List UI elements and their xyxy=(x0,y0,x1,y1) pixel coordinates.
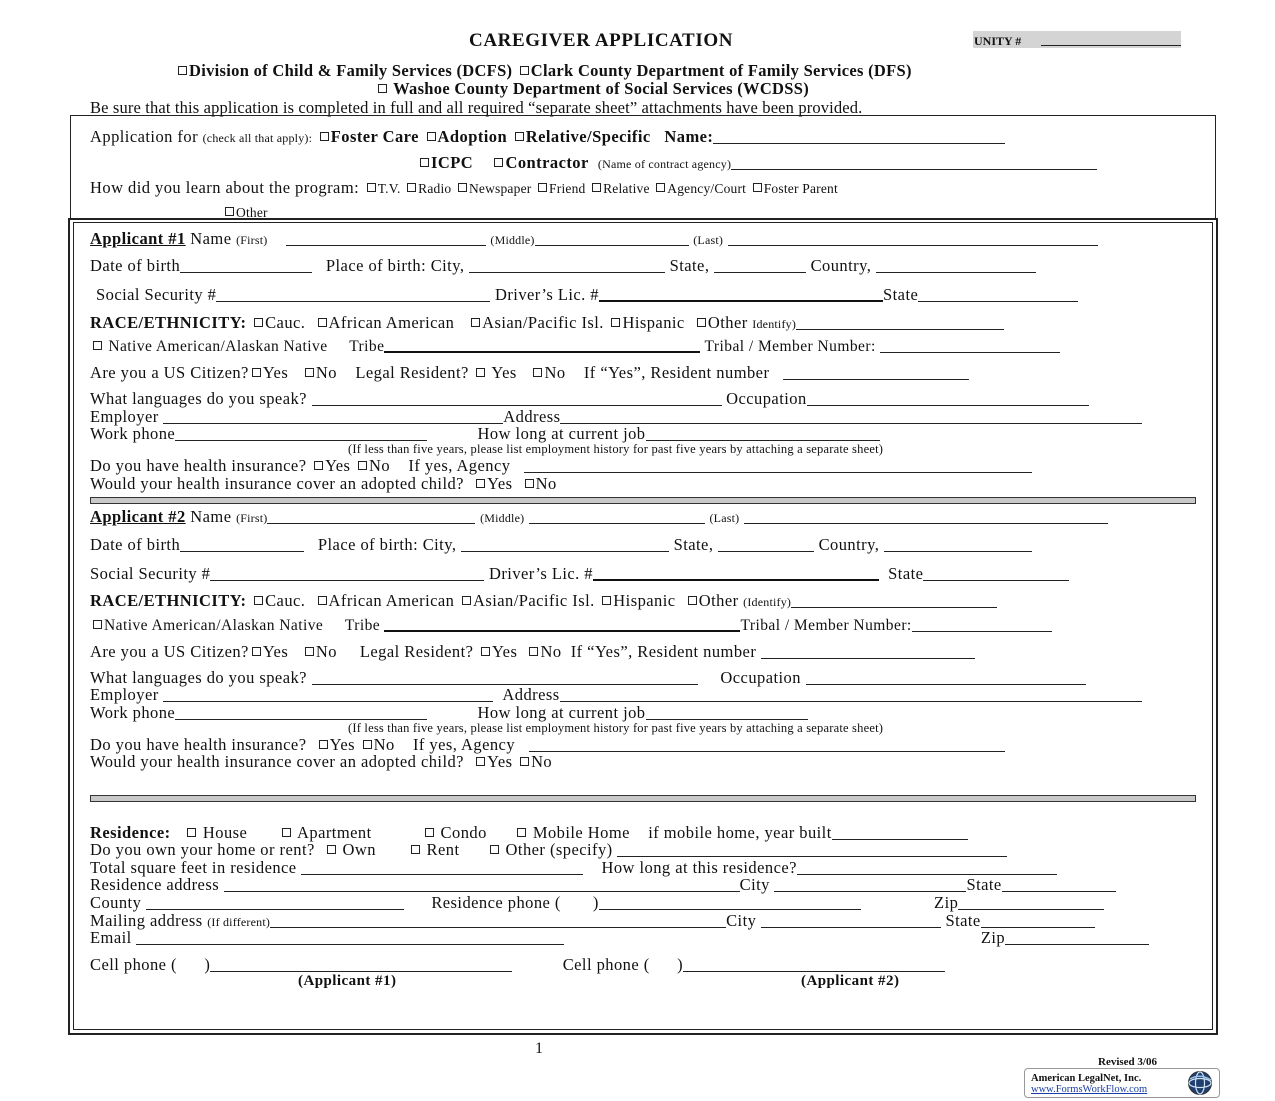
residence-own-row xyxy=(90,840,1007,859)
app1-dl-label: Driver’s Lic. # xyxy=(494,285,600,304)
app2-first-name-field[interactable] xyxy=(267,510,475,524)
adoption-label: Adoption xyxy=(437,127,508,146)
app1-birth-state-field[interactable] xyxy=(714,259,806,273)
app1-first-name-field[interactable] xyxy=(286,232,486,246)
app2-health-yes-label: Yes xyxy=(329,735,355,754)
app2-health-yes-checkbox[interactable] xyxy=(319,740,328,749)
app1-native-label: Native American/Alaskan Native xyxy=(108,338,328,355)
app2-tribal-label: Tribal / Member Number: xyxy=(740,617,912,634)
checkbox-wcdss[interactable] xyxy=(378,84,387,93)
app2-checkbox-hispanic[interactable] xyxy=(602,596,611,605)
relative-specific-label: Relative/Specific xyxy=(525,127,651,146)
app2-birth-row xyxy=(90,535,1032,554)
checkbox-dfs[interactable] xyxy=(520,66,529,75)
mailing-address-field[interactable] xyxy=(270,914,726,928)
friend-label: Friend xyxy=(549,181,586,196)
mailing-ifdiff-label: (If different) xyxy=(207,915,271,929)
other-specify-label: Other (specify) xyxy=(505,840,613,859)
application-for-label: Application for xyxy=(90,127,199,146)
app1-tribe-label: Tribe xyxy=(349,338,385,355)
app1-cover-no-checkbox[interactable] xyxy=(525,479,534,488)
globe-logo-icon xyxy=(1183,1070,1217,1101)
app2-cover-no-checkbox[interactable] xyxy=(520,757,529,766)
contractor-label: Contractor xyxy=(505,153,589,172)
app1-agency-label: If yes, Agency xyxy=(408,456,511,475)
email-label: Email xyxy=(90,928,132,947)
app2-employer-row xyxy=(90,685,1142,704)
app1-agency-field[interactable] xyxy=(524,459,1032,473)
county-field[interactable] xyxy=(146,896,404,910)
contractor-hint: (Name of contract agency) xyxy=(597,157,732,171)
app2-tribe-label: Tribe xyxy=(344,617,381,634)
app2-howlong-label: How long at current job xyxy=(477,703,646,722)
app2-cover-label: Would your health insurance cover an adopted child? xyxy=(90,752,464,771)
app2-id-row xyxy=(90,564,1069,583)
residence-state-field[interactable] xyxy=(1002,878,1116,892)
agency-row-2 xyxy=(375,79,809,98)
app1-checkbox-african[interactable] xyxy=(318,318,327,327)
app1-workphone-label: Work phone xyxy=(90,424,176,443)
app2-last-label: (Last) xyxy=(709,511,740,525)
mailing-city-field[interactable] xyxy=(761,914,941,928)
app1-legal-no-checkbox[interactable] xyxy=(533,368,542,377)
app1-country-label: Country, xyxy=(810,256,872,275)
app1-dob-label: Date of birth xyxy=(90,256,181,275)
apartment-label: Apartment xyxy=(297,823,372,842)
own-rent-label: Do you own your home or rent? xyxy=(90,840,315,859)
house-label: House xyxy=(202,823,248,842)
app2-resident-label: If “Yes”, Resident number xyxy=(570,642,757,661)
app1-birth-row xyxy=(90,256,1036,275)
app1-checkbox-asian[interactable] xyxy=(471,318,480,327)
app1-race-row xyxy=(90,313,1004,334)
app1-native-row xyxy=(90,337,1060,356)
app2-native-row xyxy=(90,616,1052,635)
app1-address-field[interactable] xyxy=(560,410,1142,424)
app2-name-row xyxy=(90,507,1108,528)
app1-name-label: Name xyxy=(190,229,232,248)
app2-dob-field[interactable] xyxy=(180,538,304,552)
app1-dl-field[interactable] xyxy=(599,287,883,302)
icpc-label: ICPC xyxy=(431,153,474,172)
app1-employment-note: (If less than five years, please list employment history for past five years by attaching a separate sheet) xyxy=(348,442,884,456)
app2-dl-field[interactable] xyxy=(593,566,879,581)
company-name: American LegalNet, Inc. xyxy=(1031,1073,1142,1084)
rent-label: Rent xyxy=(426,840,460,859)
residence-city-field[interactable] xyxy=(774,878,966,892)
app1-identify-field[interactable] xyxy=(796,316,1004,330)
app2-race-label: RACE/ETHNICITY: xyxy=(90,591,247,610)
app1-citizen-yes-label: Yes xyxy=(262,363,289,382)
app2-hispanic-label: Hispanic xyxy=(613,591,676,610)
app1-asian-label: Asian/Pacific Isl. xyxy=(482,313,604,332)
cell2-label: Cell phone ( xyxy=(562,955,650,974)
residence-address-label: Residence address xyxy=(90,875,220,894)
app2-middle-label: (Middle) xyxy=(480,511,525,525)
app1-middle-label: (Middle) xyxy=(490,233,535,247)
cell2-applicant-label: (Applicant #2) xyxy=(801,973,900,989)
app2-citizen-no-checkbox[interactable] xyxy=(305,647,314,656)
residence-address-field[interactable] xyxy=(224,878,740,892)
app2-identify-label: (Identify) xyxy=(743,595,792,609)
checkbox-newspaper[interactable] xyxy=(458,183,467,192)
app2-legal-label: Legal Resident? xyxy=(359,642,474,661)
app2-native-label: Native American/Alaskan Native xyxy=(104,617,324,634)
checkbox-adoption[interactable] xyxy=(427,132,436,141)
app2-first-label: (First) xyxy=(236,511,268,525)
app1-tribal-label: Tribal / Member Number: xyxy=(704,338,876,355)
app1-hispanic-label: Hispanic xyxy=(622,313,685,332)
mailing-city-label: City xyxy=(726,911,757,930)
app2-checkbox-other[interactable] xyxy=(688,596,697,605)
residence-zip-label: Zip xyxy=(934,893,959,912)
app2-tribe-field[interactable] xyxy=(384,617,740,632)
checkbox-agency-court[interactable] xyxy=(656,183,665,192)
app2-legal-no-label: No xyxy=(540,642,562,661)
app2-other-label: Other xyxy=(698,591,739,610)
app1-city-field[interactable] xyxy=(469,259,665,273)
app1-african-label: African American xyxy=(328,313,455,332)
cell1-label: Cell phone ( xyxy=(90,955,177,974)
instruction-text: Be sure that this application is completed in full and all required “separate sheet” attachments have been provided. xyxy=(90,98,863,117)
residence-state-label: State xyxy=(966,875,1002,894)
mailing-zip-field[interactable] xyxy=(1005,931,1149,945)
agency-dcfs-label: Division of Child & Family Services (DCFS) xyxy=(189,61,513,80)
app1-resident-field[interactable] xyxy=(783,366,969,380)
cell2-field[interactable] xyxy=(683,958,945,972)
app1-languages-label: What languages do you speak? xyxy=(90,389,307,408)
app1-identify-label: Identify) xyxy=(752,317,797,331)
app2-citizen-yes-label: Yes xyxy=(262,642,289,661)
app2-country-label: Country, xyxy=(818,535,880,554)
other-specify-field[interactable] xyxy=(617,843,1007,857)
tv-label: T.V. xyxy=(377,181,401,196)
app1-health-row xyxy=(90,456,1032,475)
app1-pob-label: Place of birth: City, xyxy=(325,256,465,275)
app1-citizen-row xyxy=(90,363,969,382)
checkbox-radio[interactable] xyxy=(407,183,416,192)
app1-checkbox-hispanic[interactable] xyxy=(611,318,620,327)
app1-cauc-label: Cauc. xyxy=(265,313,306,332)
app1-resident-label: If “Yes”, Resident number xyxy=(583,363,770,382)
app2-middle-name-field[interactable] xyxy=(529,510,705,524)
app1-health-yes-checkbox[interactable] xyxy=(314,461,323,470)
app2-employer-label: Employer xyxy=(90,685,159,704)
app1-citizen-yes-checkbox[interactable] xyxy=(252,368,261,377)
unity-field[interactable] xyxy=(973,31,1181,48)
app1-language-row xyxy=(90,389,1089,408)
app1-legal-yes-checkbox[interactable] xyxy=(476,368,485,377)
learn-other-label: Other xyxy=(236,205,268,220)
app1-cover-yes-label: Yes xyxy=(487,474,513,493)
app2-cauc-label: Cauc. xyxy=(265,591,306,610)
app1-dob-field[interactable] xyxy=(180,259,312,273)
app1-last-name-field[interactable] xyxy=(728,232,1098,246)
app1-checkbox-cauc[interactable] xyxy=(254,318,263,327)
checkbox-tv[interactable] xyxy=(367,183,376,192)
app1-citizen-label: Are you a US Citizen? xyxy=(90,363,249,382)
app2-health-no-label: No xyxy=(373,735,395,754)
app2-workphone-field[interactable] xyxy=(175,706,427,720)
county-label: County xyxy=(90,893,142,912)
applicant2-heading: Applicant #2 xyxy=(90,507,186,526)
app2-race-row xyxy=(90,591,997,612)
section-divider-2 xyxy=(90,795,1196,802)
mailing-label: Mailing address xyxy=(90,911,203,930)
residence-county-row: County Residence phone ( ) Zip xyxy=(90,893,1104,912)
app2-cover-yes-label: Yes xyxy=(487,752,513,771)
checkbox-foster-parent[interactable] xyxy=(753,183,762,192)
icpc-row xyxy=(417,153,1097,174)
app1-state-label: State, xyxy=(669,256,710,275)
checkbox-contractor[interactable] xyxy=(494,158,503,167)
app1-languages-field[interactable] xyxy=(312,392,722,406)
checkbox-own[interactable] xyxy=(327,845,336,854)
app2-african-label: African American xyxy=(328,591,455,610)
app2-citizen-row xyxy=(90,642,975,661)
name-field[interactable] xyxy=(713,130,1005,144)
checkbox-relative[interactable] xyxy=(592,183,601,192)
foster-parent-label: Foster Parent xyxy=(763,181,838,196)
app2-checkbox-asian[interactable] xyxy=(462,596,471,605)
form-title: CAREGIVER APPLICATION xyxy=(469,30,734,51)
app1-occupation-label: Occupation xyxy=(726,389,807,408)
mobile-year-label: if mobile home, year built xyxy=(648,823,832,842)
app2-state-label: State, xyxy=(673,535,714,554)
foster-care-label: Foster Care xyxy=(330,127,419,146)
app1-address-label: Address xyxy=(503,407,561,426)
app2-checkbox-african[interactable] xyxy=(318,596,327,605)
unity-label: UNITY # xyxy=(974,34,1022,48)
application-for-hint: (check all that apply): xyxy=(202,131,313,145)
app1-cover-yes-checkbox[interactable] xyxy=(476,479,485,488)
cell1-applicant-label: (Applicant #1) xyxy=(298,973,397,989)
checkbox-condo[interactable] xyxy=(425,828,434,837)
agency-row-1 xyxy=(175,61,912,80)
residence-howlong-field[interactable] xyxy=(797,861,1057,875)
app2-agency-label: If yes, Agency xyxy=(412,735,516,754)
residence-zip-field[interactable] xyxy=(958,896,1104,910)
app1-cover-label: Would your health insurance cover an adopted child? xyxy=(90,474,464,493)
app2-citizen-no-label: No xyxy=(315,642,337,661)
agency-court-label: Agency/Court xyxy=(667,181,747,196)
cell1-field[interactable] xyxy=(210,958,512,972)
app1-id-row xyxy=(96,285,1078,304)
app2-howlong-field[interactable] xyxy=(646,706,808,720)
app2-address-field[interactable] xyxy=(560,688,1142,702)
own-label: Own xyxy=(342,840,376,859)
revised-date: Revised 3/06 xyxy=(1098,1056,1157,1068)
app1-citizen-no-checkbox[interactable] xyxy=(305,368,314,377)
app2-legal-yes-label: Yes xyxy=(491,642,518,661)
app1-health-label: Do you have health insurance? xyxy=(90,456,307,475)
app1-checkbox-native[interactable] xyxy=(93,341,102,350)
app2-resident-field[interactable] xyxy=(761,645,975,659)
app1-occupation-field[interactable] xyxy=(807,392,1089,406)
app2-employer-field[interactable] xyxy=(163,688,493,702)
learn-other-field[interactable] xyxy=(271,205,1143,219)
app2-citizen-yes-checkbox[interactable] xyxy=(252,647,261,656)
app1-cover-no-label: No xyxy=(535,474,557,493)
email-field[interactable] xyxy=(136,931,564,945)
application-for-row xyxy=(90,127,1005,148)
app2-dl-label: Driver’s Lic. # xyxy=(488,564,594,583)
checkbox-friend[interactable] xyxy=(538,183,547,192)
app2-workphone-label: Work phone xyxy=(90,703,176,722)
app2-legal-no-checkbox[interactable] xyxy=(529,647,538,656)
mailing-zip-label: Zip xyxy=(980,928,1006,947)
residence-city-label: City xyxy=(739,875,770,894)
radio-label: Radio xyxy=(418,181,452,196)
app1-other-label: Other xyxy=(707,313,748,332)
app1-citizen-no-label: No xyxy=(315,363,337,382)
residence-phone-label: Residence phone ( xyxy=(431,893,561,912)
checkbox-house[interactable] xyxy=(187,828,196,837)
mobile-home-label: Mobile Home xyxy=(532,823,630,842)
checkbox-other-residence[interactable] xyxy=(490,845,499,854)
residence-address-row xyxy=(90,875,1116,894)
app1-ssn-field[interactable] xyxy=(216,288,490,302)
mailing-state-field[interactable] xyxy=(981,914,1095,928)
agency-wcdss-label: Washoe County Department of Social Services (WCDSS) xyxy=(393,79,810,98)
app1-legal-no-label: No xyxy=(544,363,566,382)
agency-dfs-label: Clark County Department of Family Services (DFS) xyxy=(530,61,912,80)
name-label: Name: xyxy=(664,127,714,146)
newspaper-label: Newspaper xyxy=(468,181,532,196)
app1-workphone-field[interactable] xyxy=(175,427,427,441)
app2-checkbox-cauc[interactable] xyxy=(254,596,263,605)
app2-dl-state-field[interactable] xyxy=(923,567,1069,581)
app1-name-row xyxy=(90,229,1098,250)
contract-agency-field[interactable] xyxy=(731,156,1097,170)
app2-occupation-label: Occupation xyxy=(720,668,801,687)
app1-howlong-field[interactable] xyxy=(646,427,880,441)
checkbox-learn-other[interactable] xyxy=(225,207,234,216)
app2-occupation-field[interactable] xyxy=(806,671,1086,685)
app2-agency-field[interactable] xyxy=(529,738,1005,752)
applicant1-heading: Applicant #1 xyxy=(90,229,186,248)
mailing-state-label: State xyxy=(945,911,981,930)
page-number: 1 xyxy=(535,1040,543,1057)
app2-checkbox-native[interactable] xyxy=(93,620,102,629)
checkbox-icpc[interactable] xyxy=(420,158,429,167)
company-url[interactable]: www.FormsWorkFlow.com xyxy=(1031,1084,1148,1095)
app2-legal-yes-checkbox[interactable] xyxy=(481,647,490,656)
app1-health-no-checkbox[interactable] xyxy=(358,461,367,470)
learn-row xyxy=(90,178,838,198)
checkbox-apartment[interactable] xyxy=(282,828,291,837)
app1-middle-name-field[interactable] xyxy=(535,232,689,246)
checkbox-dcfs[interactable] xyxy=(178,66,187,75)
sqft-field[interactable] xyxy=(301,861,583,875)
app1-dl-state-label: State xyxy=(883,285,919,304)
app1-checkbox-other[interactable] xyxy=(697,318,706,327)
app2-country-field[interactable] xyxy=(884,538,1032,552)
app2-identify-field[interactable] xyxy=(791,594,997,608)
condo-label: Condo xyxy=(440,823,487,842)
app1-employer-field[interactable] xyxy=(163,410,503,424)
app1-tribe-field[interactable] xyxy=(384,338,700,353)
app1-first-label: (First) xyxy=(236,233,268,247)
app1-tribal-field[interactable] xyxy=(880,339,1060,353)
app2-cover-yes-checkbox[interactable] xyxy=(476,757,485,766)
app1-legal-yes-label: Yes xyxy=(491,363,517,382)
app1-legal-label: Legal Resident? xyxy=(355,363,469,382)
app2-languages-label: What languages do you speak? xyxy=(90,668,307,687)
app2-citizen-label: Are you a US Citizen? xyxy=(90,642,249,661)
app1-dl-state-field[interactable] xyxy=(918,288,1078,302)
section-divider-1 xyxy=(90,497,1196,504)
checkbox-rent[interactable] xyxy=(411,845,420,854)
app1-race-label: RACE/ETHNICITY: xyxy=(90,313,247,332)
app1-employer-label: Employer xyxy=(90,407,159,426)
app2-last-name-field[interactable] xyxy=(744,510,1108,524)
app2-asian-label: Asian/Pacific Isl. xyxy=(472,591,595,610)
app2-city-field[interactable] xyxy=(461,538,669,552)
mobile-year-field[interactable] xyxy=(832,826,968,840)
app2-name-label: Name xyxy=(190,507,232,526)
app1-country-field[interactable] xyxy=(876,259,1036,273)
app1-ssn-label: Social Security # xyxy=(96,285,217,304)
app1-health-no-label: No xyxy=(369,456,391,475)
residence-phone-field[interactable] xyxy=(599,896,861,910)
company-badge xyxy=(1024,1068,1220,1098)
cell-row: Cell phone ( ) Cell phone ( ) xyxy=(90,955,945,974)
app2-dl-state-label: State xyxy=(888,564,924,583)
learn-label: How did you learn about the program: xyxy=(90,178,360,197)
app1-howlong-label: How long at current job xyxy=(477,424,646,443)
app1-cover-row xyxy=(90,474,557,493)
app2-ssn-field[interactable] xyxy=(210,567,484,581)
residence-howlong-label: How long at this residence? xyxy=(601,858,797,877)
checkbox-relative-specific[interactable] xyxy=(515,132,524,141)
app1-last-label: (Last) xyxy=(693,233,724,247)
app2-ssn-label: Social Security # xyxy=(90,564,211,583)
relative-label: Relative xyxy=(603,181,650,196)
residence-label: Residence: xyxy=(90,823,171,842)
app2-address-label: Address xyxy=(502,685,560,704)
app2-languages-field[interactable] xyxy=(312,671,698,685)
app2-dob-label: Date of birth xyxy=(90,535,181,554)
checkbox-mobile-home[interactable] xyxy=(517,828,526,837)
app2-tribal-field[interactable] xyxy=(912,618,1052,632)
app2-employment-note: (If less than five years, please list employment history for past five years by attaching a separate sheet) xyxy=(348,721,884,735)
app2-health-label: Do you have health insurance? xyxy=(90,735,307,754)
sqft-label: Total square feet in residence xyxy=(90,858,297,877)
app2-birth-state-field[interactable] xyxy=(718,538,814,552)
app2-cover-no-label: No xyxy=(531,752,553,771)
email-row xyxy=(90,928,1149,947)
app2-pob-label: Place of birth: City, xyxy=(317,535,457,554)
app2-health-no-checkbox[interactable] xyxy=(363,740,372,749)
checkbox-foster-care[interactable] xyxy=(320,132,329,141)
app2-cover-row xyxy=(90,752,552,771)
app1-health-yes-label: Yes xyxy=(325,456,351,475)
